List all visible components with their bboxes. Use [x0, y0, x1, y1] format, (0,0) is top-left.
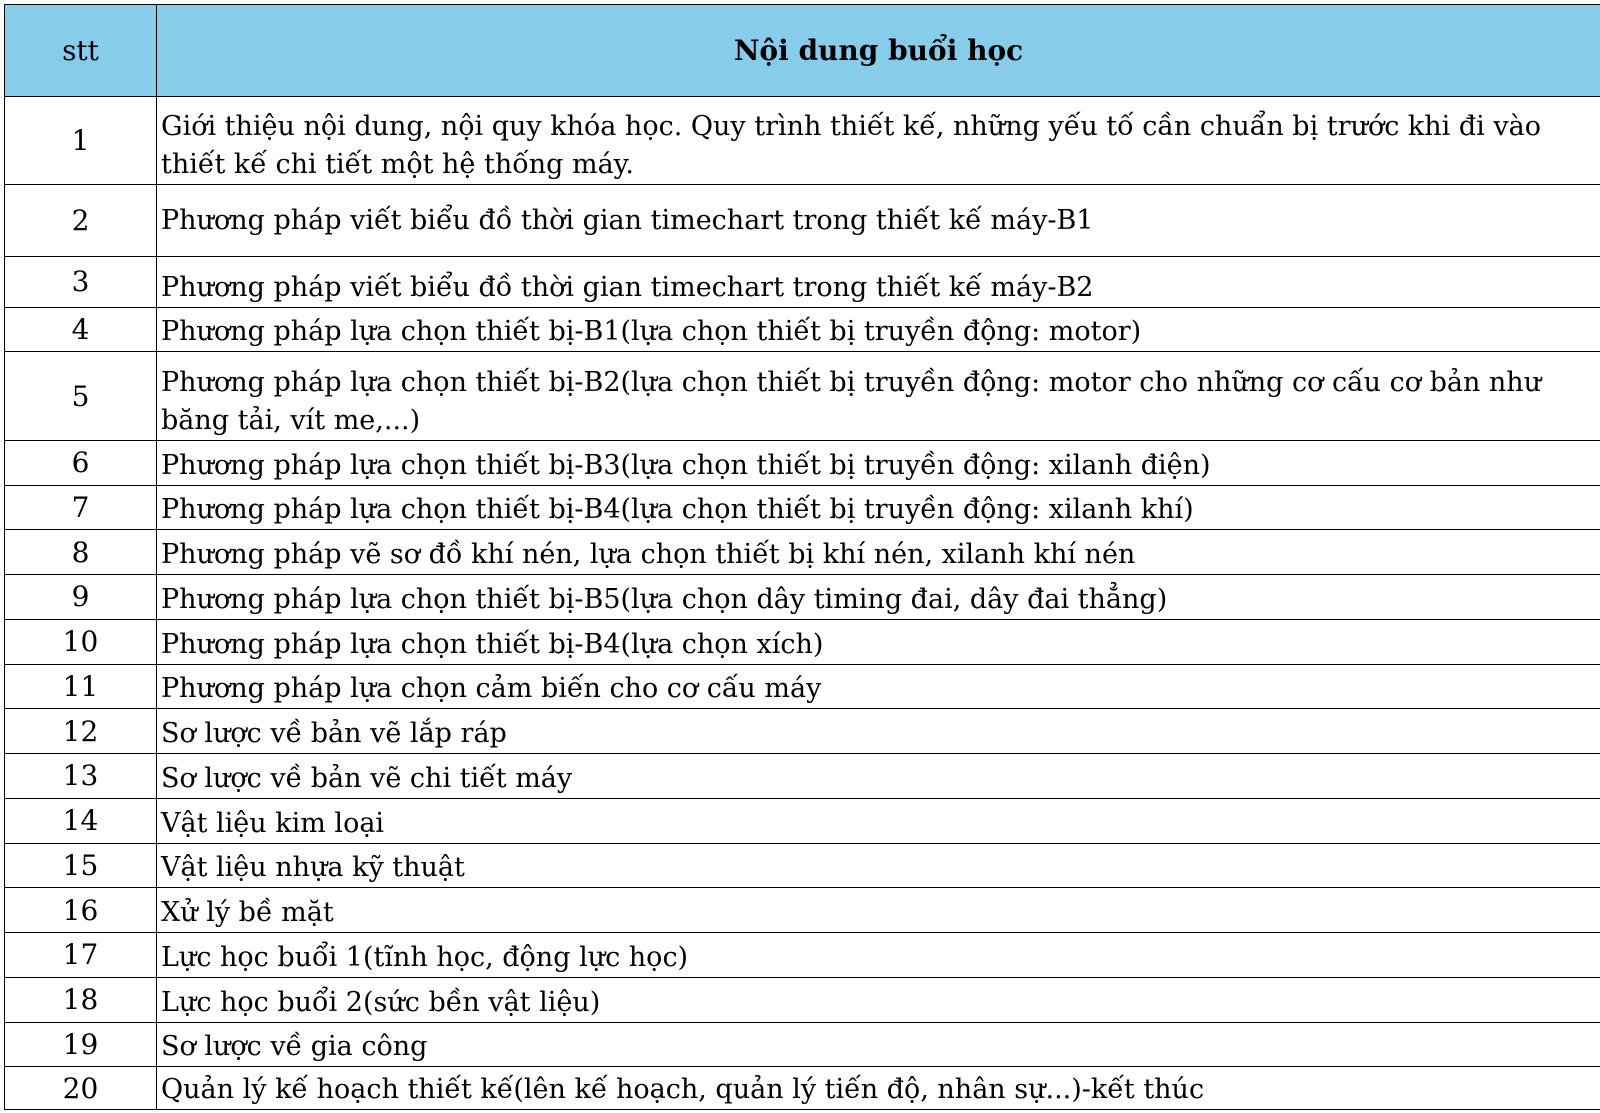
row-number[interactable]: 5 — [5, 352, 157, 440]
table-row — [5, 1022, 1600, 1067]
row-number[interactable]: 8 — [5, 530, 157, 575]
row-content[interactable]: Giới thiệu nội dung, nội quy khóa học. Quy trình thiết kế, những yếu tố cần chuẩn bị trước khi đi vào thiết kế chi tiết một hệ thống máy. — [157, 97, 1600, 185]
row-content[interactable]: Phương pháp vẽ sơ đồ khí nén, lựa chọn thiết bị khí nén, xilanh khí nén — [157, 530, 1600, 575]
header-row — [5, 5, 1600, 97]
row-number[interactable]: 19 — [5, 1022, 157, 1067]
row-number[interactable]: 10 — [5, 619, 157, 664]
row-number[interactable]: 6 — [5, 440, 157, 485]
table-row — [5, 977, 1600, 1022]
row-content[interactable]: Lực học buổi 1(tĩnh học, động lực học) — [157, 933, 1600, 978]
header-stt[interactable]: stt — [5, 5, 157, 97]
row-content[interactable]: Phương pháp lựa chọn thiết bị-B5(lựa chọn dây timing đai, dây đai thẳng) — [157, 575, 1600, 620]
row-content[interactable]: Xử lý bề mặt — [157, 888, 1600, 933]
row-number[interactable]: 11 — [5, 664, 157, 709]
table-row — [5, 575, 1600, 620]
row-number[interactable]: 18 — [5, 977, 157, 1022]
row-number[interactable]: 16 — [5, 888, 157, 933]
table-row — [5, 256, 1600, 307]
row-content[interactable]: Phương pháp lựa chọn thiết bị-B3(lựa chọn thiết bị truyền động: xilanh điện) — [157, 440, 1600, 485]
row-content[interactable]: Phương pháp lựa chọn thiết bị-B4(lựa chọn xích) — [157, 619, 1600, 664]
row-number[interactable]: 12 — [5, 709, 157, 754]
table-row — [5, 619, 1600, 664]
table-row — [5, 307, 1600, 352]
row-content[interactable]: Phương pháp lựa chọn cảm biến cho cơ cấu máy — [157, 664, 1600, 709]
table-row — [5, 798, 1600, 843]
table-row — [5, 1067, 1600, 1110]
row-number[interactable]: 3 — [5, 256, 157, 307]
row-content[interactable]: Phương pháp viết biểu đồ thời gian timechart trong thiết kế máy-B1 — [157, 185, 1600, 256]
row-content[interactable]: Phương pháp lựa chọn thiết bị-B4(lựa chọn thiết bị truyền động: xilanh khí) — [157, 485, 1600, 530]
table-row — [5, 185, 1600, 256]
row-number[interactable]: 13 — [5, 754, 157, 799]
row-number[interactable]: 14 — [5, 798, 157, 843]
table-row — [5, 530, 1600, 575]
table-row — [5, 97, 1600, 185]
row-content[interactable]: Quản lý kế hoạch thiết kế(lên kế hoạch, quản lý tiến độ, nhân sự...)-kết thúc — [157, 1067, 1600, 1110]
row-content[interactable]: Phương pháp lựa chọn thiết bị-B2(lựa chọn thiết bị truyền động: motor cho những cơ cấu cơ bản như băng tải, vít me,...) — [157, 352, 1600, 440]
row-number[interactable]: 2 — [5, 185, 157, 256]
table-row — [5, 933, 1600, 978]
row-content[interactable]: Vật liệu nhựa kỹ thuật — [157, 843, 1600, 888]
table-row — [5, 888, 1600, 933]
table-row — [5, 709, 1600, 754]
header-content[interactable]: Nội dung buổi học — [157, 5, 1600, 97]
row-content[interactable]: Lực học buổi 2(sức bền vật liệu) — [157, 977, 1600, 1022]
table-row — [5, 485, 1600, 530]
lesson-table — [4, 4, 1600, 1110]
row-number[interactable]: 4 — [5, 307, 157, 352]
row-number[interactable]: 9 — [5, 575, 157, 620]
row-content[interactable]: Sơ lược về bản vẽ chi tiết máy — [157, 754, 1600, 799]
row-content[interactable]: Sơ lược về bản vẽ lắp ráp — [157, 709, 1600, 754]
row-content[interactable]: Vật liệu kim loại — [157, 798, 1600, 843]
table-row — [5, 352, 1600, 440]
table-row — [5, 843, 1600, 888]
row-number[interactable]: 20 — [5, 1067, 157, 1110]
row-content[interactable]: Sơ lược về gia công — [157, 1022, 1600, 1067]
table-row — [5, 440, 1600, 485]
row-content[interactable]: Phương pháp lựa chọn thiết bị-B1(lựa chọn thiết bị truyền động: motor) — [157, 307, 1600, 352]
table-row — [5, 754, 1600, 799]
row-number[interactable]: 15 — [5, 843, 157, 888]
row-number[interactable]: 1 — [5, 97, 157, 185]
row-content[interactable]: Phương pháp viết biểu đồ thời gian timechart trong thiết kế máy-B2 — [157, 256, 1600, 307]
row-number[interactable]: 17 — [5, 933, 157, 978]
row-number[interactable]: 7 — [5, 485, 157, 530]
table-row — [5, 664, 1600, 709]
